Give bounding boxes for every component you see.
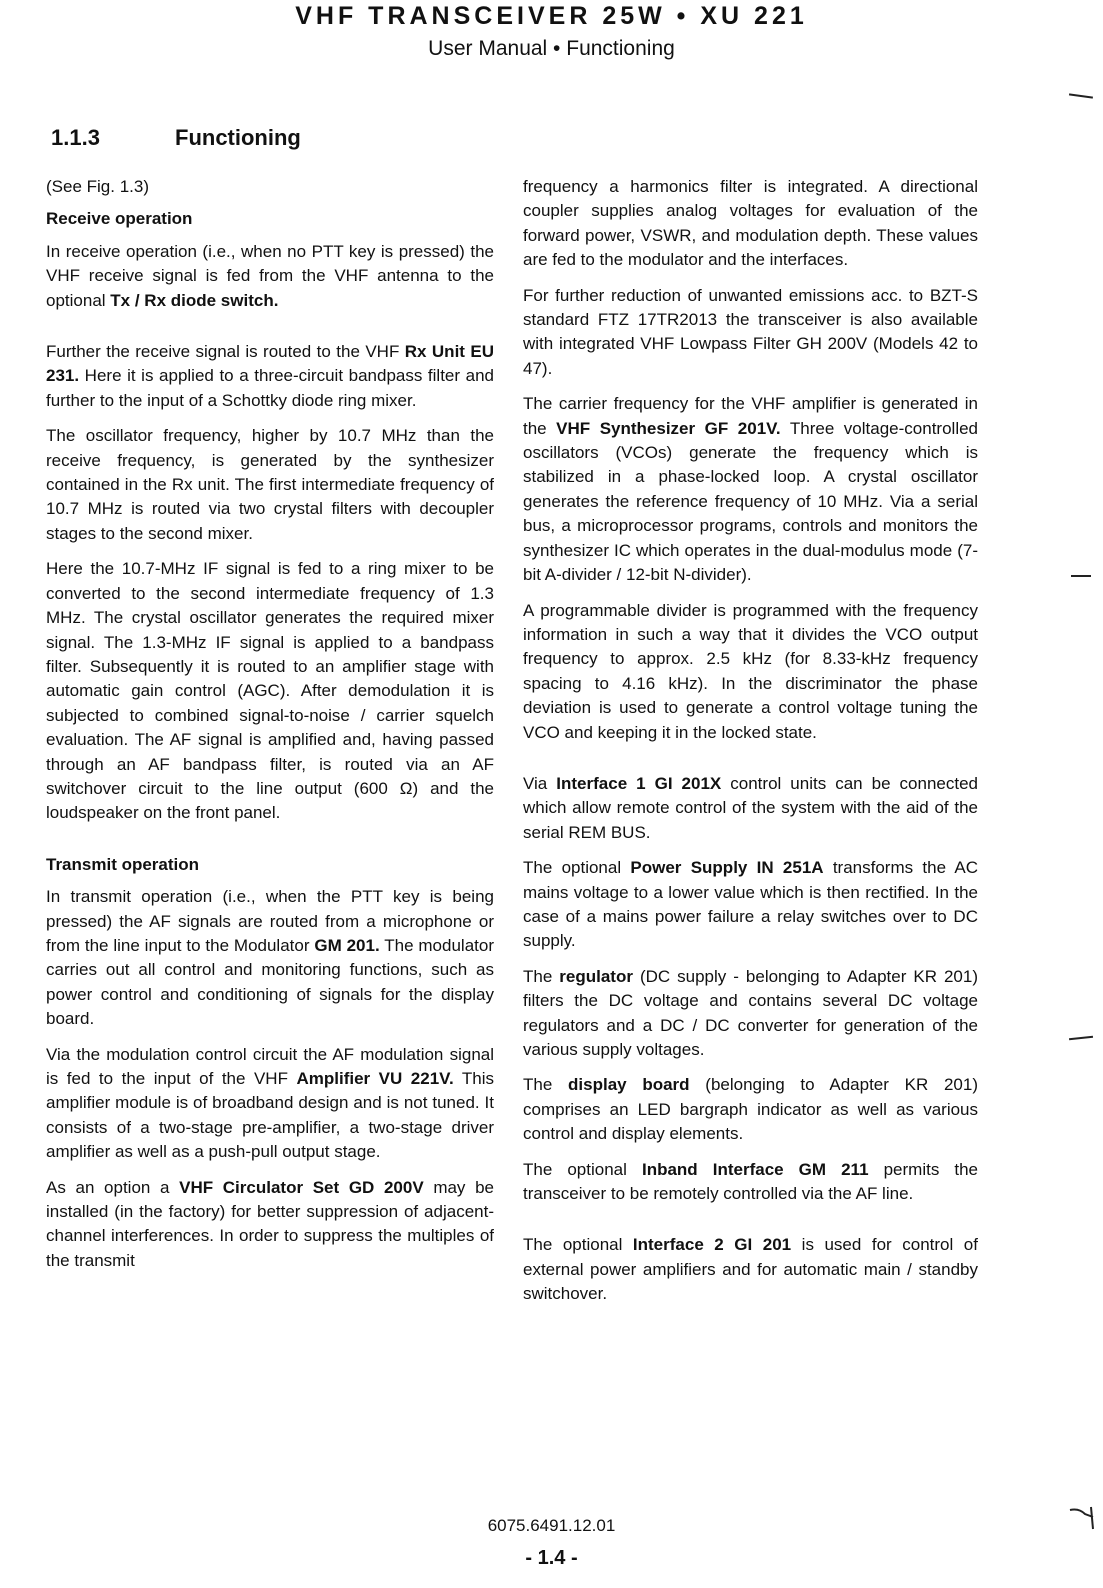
paragraph: In receive operation (i.e., when no PTT key is pressed) the VHF receive signal is fed from the VHF antenna to the optional Tx / Rx diode switch.: [46, 241, 494, 310]
document-subtitle: User Manual • Functioning: [428, 37, 675, 60]
paragraph: In transmit operation (i.e., when the PTT key is being pressed) the AF signals are routed from a microphone or from the line input to the Modulator GM 201. The modulator carries out all control and monitoring functions, such as power control and conditioning of signals for the display board.: [46, 887, 494, 1029]
page-corner-mark: [1069, 1505, 1095, 1531]
paragraph: The optional Power Supply IN 251A transforms the AC mains voltage to a lower value which is then rectified. In the case of a mains power failure a relay switches over to DC supply.: [523, 858, 978, 951]
transmit-operation-heading: Transmit operation: [46, 854, 200, 874]
figure-reference: (See Fig. 1.3): [46, 177, 149, 196]
paragraph: For further reduction of unwanted emissions acc. to BZT-S standard FTZ 17TR2013 the transceiver is also available with integrated VHF Lowpass Filter GH 200V (Models 42 to 47).: [523, 285, 978, 378]
page-number: - 1.4 -: [525, 1547, 578, 1569]
paragraph: A programmable divider is programmed with the frequency information in such a way that it divides the VCO output frequency to approx. 2.5 kHz (for 8.33-kHz frequency spacing to 4.16 kHz). In the discriminator the phase deviation is used to generate a control voltage tuning the VCO and keeping it in the locked state.: [523, 600, 978, 742]
document-number: 6075.6491.12.01: [487, 1516, 616, 1535]
paragraph: The optional Interface 2 GI 201 is used for control of external power amplifiers and for automatic main / standby switchover.: [523, 1235, 978, 1304]
right-column: [523, 175, 978, 1318]
paragraph: The display board (belonging to Adapter KR 201) comprises an LED bargraph indicator as well as various control and display elements.: [523, 1075, 978, 1144]
paragraph: The oscillator frequency, higher by 10.7 MHz than the receive frequency, is generated by the synthesizer contained in the Rx unit. The first intermediate frequency of 10.7 MHz is routed via two crystal filters with decoupler stages to the second mixer.: [46, 426, 494, 543]
margin-mark: [1069, 93, 1093, 98]
section-title: Functioning: [175, 125, 301, 150]
paragraph: Via the modulation control circuit the AF modulation signal is fed to the input of the VHF Amplifier VU 221V. This amplifier module is of broadband design and is not tuned. It consists of a two-stage pre-amplifier, a two-stage driver amplifier as well as a push-pull output stage.: [46, 1044, 494, 1162]
paragraph: Further the receive signal is routed to the VHF Rx Unit EU 231. Here it is applied to a three-circuit bandpass filter and further to the input of a Schottky diode ring mixer.: [46, 342, 494, 410]
paragraph: Via Interface 1 GI 201X control units can be connected which allow remote control of the system with the aid of the serial REM BUS.: [523, 773, 978, 842]
paragraph: frequency a harmonics filter is integrated. A directional coupler supplies analog voltages for evaluation of the forward power, VSWR, and modulation depth. These values are fed to the modulator and the interfaces.: [523, 177, 978, 270]
left-column: [46, 175, 494, 1284]
paragraph: Here the 10.7-MHz IF signal is fed to a ring mixer to be converted to the second intermediate frequency of 1.3 MHz. The crystal oscillator generates the required mixer signal. The 1.3-MHz IF signal is applied to a bandpass filter. Subsequently it is routed to an amplifier stage with automatic gain control (AGC). After demodulation it is subjected to combined signal-to-noise / carrier squelch evaluation. The AF signal is amplified and, having passed through an AF bandpass filter, is routed via an AF switchover circuit to the line output (600 Ω) and the loudspeaker on the front panel.: [46, 559, 494, 823]
section-heading: [51, 125, 301, 151]
document-title: VHF TRANSCEIVER 25W • XU 221: [295, 2, 808, 30]
margin-mark: [1071, 575, 1091, 577]
paragraph: The carrier frequency for the VHF amplifier is generated in the VHF Synthesizer GF 201V. Three voltage-controlled oscillators (VCOs) generate the frequency which is stabilized in a phase-locked loop. A crystal oscillator generates the reference frequency of 10 MHz. Via a serial bus, a microprocessor programs, controls and monitors the synthesizer IC which operates in the dual-modulus mode (7-bit A-divider / 12-bit N-divider).: [523, 394, 978, 585]
paragraph: The optional Inband Interface GM 211 permits the transceiver to be remotely controlled via the AF line.: [523, 1159, 979, 1204]
receive-operation-heading: Receive operation: [46, 209, 193, 229]
margin-mark: [1069, 1036, 1093, 1040]
paragraph: The regulator (DC supply - belonging to Adapter KR 201) filters the DC voltage and contains several DC voltage regulators and a DC / DC converter for generation of the various supply voltages.: [523, 966, 978, 1059]
section-number: 1.1.3: [51, 125, 100, 150]
paragraph: As an option a VHF Circulator Set GD 200V may be installed (in the factory) for better suppression of adjacent-channel interferences. In order to suppress the multiples of the transmit: [46, 1177, 494, 1270]
